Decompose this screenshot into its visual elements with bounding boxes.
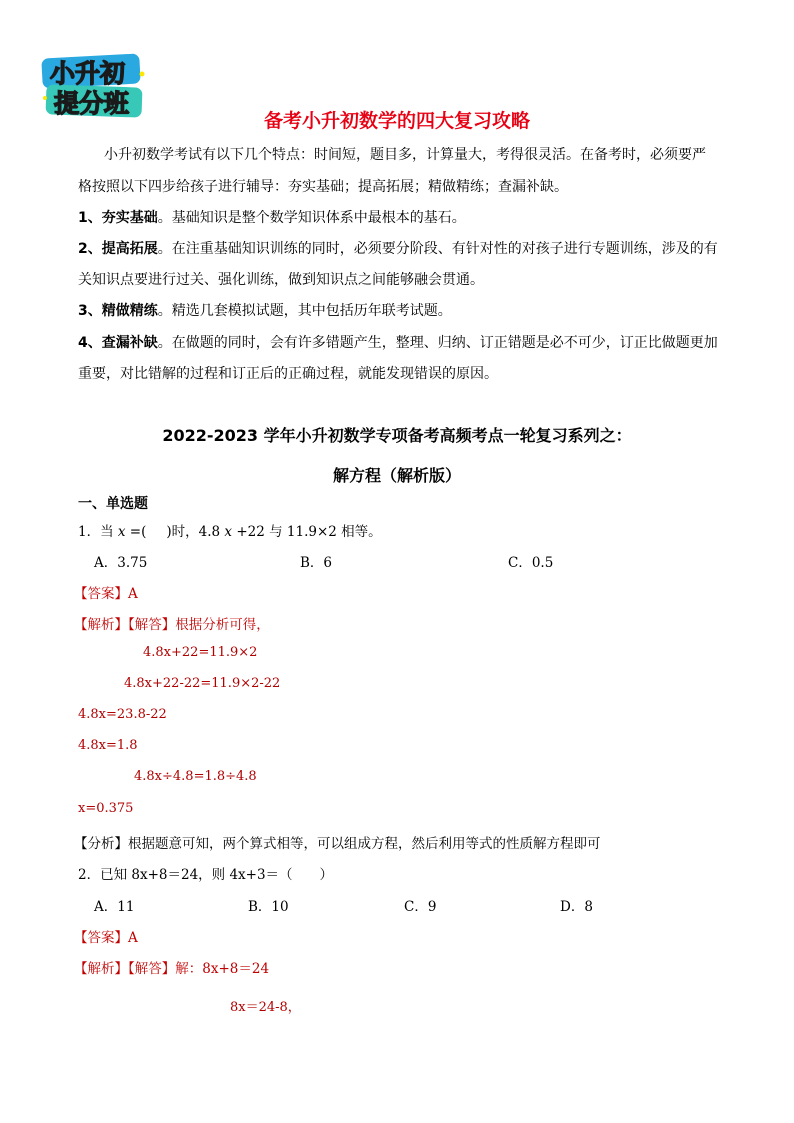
solution-step: 4.8x=1.8 xyxy=(78,738,138,753)
tip-text: 。在做题的同时，会有许多错题产生，整理、归纳、订正错题是必不可少，订正比做题更加 xyxy=(157,335,718,351)
series-title: 2022-2023 学年小升初数学专项备考高频考点一轮复习系列之： xyxy=(162,426,632,445)
tip-1 xyxy=(78,208,466,228)
analysis-text: 解：8x+8＝24 xyxy=(175,961,270,977)
answer-value: A xyxy=(128,586,138,602)
tip-num: 2、 xyxy=(78,241,102,257)
tip-heading: 精做精练 xyxy=(101,303,158,319)
solution-step: x=0.375 xyxy=(78,801,134,816)
tip-num: 1、 xyxy=(78,210,102,226)
intro-line-2: 格按照以下四步给孩子进行辅导：夯实基础；提高拓展；精做精练；查漏补缺。 xyxy=(78,179,568,195)
tip-3 xyxy=(78,301,452,321)
option-a: A．11 xyxy=(94,899,135,915)
question-2-stem: 2．已知 8x+8＝24，则 4x+3＝（ ） xyxy=(78,867,334,883)
tip-heading: 提高拓展 xyxy=(101,241,158,257)
tip-num: 4、 xyxy=(78,335,102,351)
page-title: 备考小升初数学的四大复习攻略 xyxy=(263,110,530,132)
option-c: C．9 xyxy=(404,899,437,915)
answer-label: 【答案】 xyxy=(74,586,128,602)
tip-heading: 查漏补缺 xyxy=(101,335,158,351)
option-d: D．8 xyxy=(560,899,593,915)
analysis-line-1 xyxy=(74,613,270,633)
q1-tail: +22 与 11.9×2 相等。 xyxy=(232,524,382,540)
analysis-line-2 xyxy=(74,957,269,977)
logo-text-line1: 小升初 xyxy=(50,59,126,88)
section-heading: 一、单选题 xyxy=(78,496,148,512)
solution-step: 4.8x÷4.8=1.8÷4.8 xyxy=(134,769,257,784)
option-a: A．3.75 xyxy=(94,555,148,571)
analysis-text: 根据分析可得， xyxy=(175,617,270,633)
fenxi-text: 根据题意可知，两个算式相等，可以组成方程，然后利用等式的性质解方程即可 xyxy=(128,836,601,852)
fenxi-label: 【分析】 xyxy=(74,836,128,852)
tip-4-continued: 重要，对比错解的过程和订正后的正确过程，就能发现错误的原因。 xyxy=(78,366,498,382)
option-c: C．0.5 xyxy=(508,555,554,571)
tip-2 xyxy=(78,239,718,259)
solution-step: 8x＝24-8， xyxy=(230,1000,301,1015)
answer-line-1 xyxy=(74,582,138,602)
tip-text: 。精选几套模拟试题，其中包括历年联考试题。 xyxy=(157,303,452,319)
q1-prefix: 1．当 xyxy=(78,524,118,540)
tip-text: 。在注重基础知识训练的同时，必须要分阶段、有针对性的对孩子进行专题训练，涉及的有 xyxy=(157,241,718,257)
series-subtitle: 解方程（解析版） xyxy=(332,466,461,485)
analysis-label: 【解析】【解答】 xyxy=(74,617,176,633)
tip-text: 。基础知识是整个数学知识体系中最根本的基石。 xyxy=(157,210,466,226)
solution-step: 4.8x+22-22=11.9×2-22 xyxy=(124,676,281,691)
tip-4 xyxy=(78,333,718,353)
analysis-label: 【解析】【解答】 xyxy=(74,961,176,977)
tip-2-continued: 关知识点要进行过关、强化训练，做到知识点之间能够融会贯通。 xyxy=(78,272,484,288)
solution-step: 4.8x=23.8-22 xyxy=(78,707,167,722)
q1-after: )时，4.8 xyxy=(166,524,225,540)
option-b: B．10 xyxy=(248,899,289,915)
logo-text-line2: 提分班 xyxy=(54,89,130,118)
q1-var2: x xyxy=(224,524,233,540)
question-1-stem xyxy=(78,520,382,540)
intro-line-1: 小升初数学考试有以下几个特点：时间短，题目多，计算量大，考得很灵活。在备考时，必须要严 xyxy=(104,147,706,163)
fenxi-line xyxy=(74,832,601,852)
q1-mid: =( xyxy=(125,524,147,540)
tip-heading: 夯实基础 xyxy=(101,210,158,226)
answer-line-2 xyxy=(74,926,138,946)
answer-value: A xyxy=(128,930,138,946)
solution-step: 4.8x+22=11.9×2 xyxy=(143,645,258,660)
tip-num: 3、 xyxy=(78,303,102,319)
option-b: B．6 xyxy=(300,555,333,571)
answer-label: 【答案】 xyxy=(74,930,128,946)
q1-var: x xyxy=(117,524,126,540)
